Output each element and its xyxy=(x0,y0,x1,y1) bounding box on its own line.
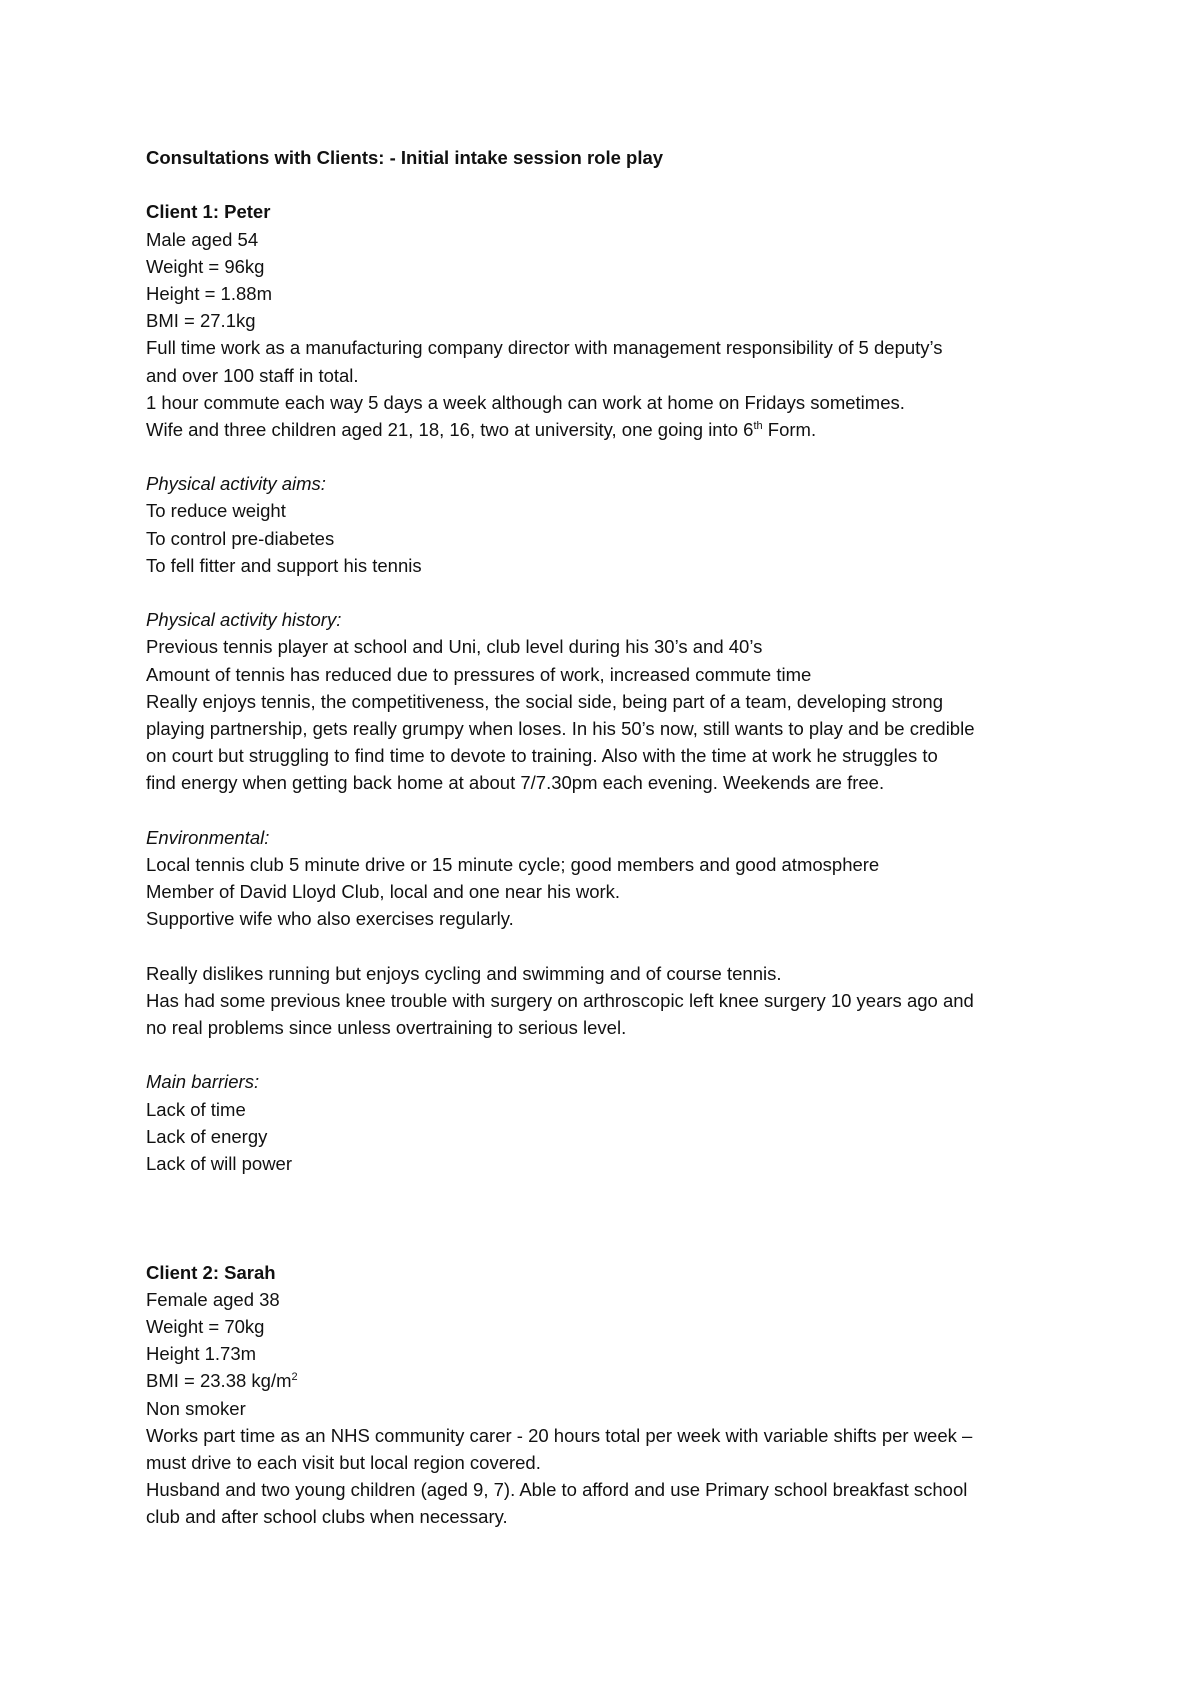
client-2-heading: Client 2: Sarah xyxy=(146,1261,276,1283)
client-1-history-heading: Physical activity history: xyxy=(146,609,342,631)
client-2-age: Female aged 38 xyxy=(146,1288,280,1310)
client-2-smoker: Non smoker xyxy=(146,1397,246,1419)
client-2-bmi-superscript: 2 xyxy=(291,1371,298,1384)
client-1-aim: To control pre-diabetes xyxy=(146,527,335,549)
client-1-environmental-heading: Environmental: xyxy=(146,826,270,848)
client-1-work-line-1: Full time work as a manufacturing company director with management responsibility of 5 deputy’s xyxy=(146,337,943,359)
client-1-barriers-heading: Main barriers: xyxy=(146,1071,260,1093)
client-1-environmental-line: Supportive wife who also exercises regularly. xyxy=(146,908,514,930)
client-2-bmi-text: BMI = 23.38 kg/m xyxy=(146,1370,292,1392)
client-1-age: Male aged 54 xyxy=(146,228,259,250)
client-1-other-line: Has had some previous knee trouble with surgery on arthroscopic left knee surgery 10 years ago and xyxy=(146,989,974,1011)
client-1-height: Height = 1.88m xyxy=(146,282,272,304)
document-page xyxy=(146,144,1106,1531)
client-1-other-line: no real problems since unless overtraining to serious level. xyxy=(146,1017,627,1038)
client-1-weight: Weight = 96kg xyxy=(146,255,265,277)
client-1-other-line: Really dislikes running but enjoys cycling and swimming and of course tennis. xyxy=(146,962,782,984)
client-1-aim: To fell fitter and support his tennis xyxy=(146,554,422,576)
client-1-barrier: Lack of energy xyxy=(146,1125,268,1147)
document-title: Consultations with Clients: - Initial intake session role play xyxy=(146,147,664,168)
client-2-weight: Weight = 70kg xyxy=(146,1316,265,1338)
client-1-barrier: Lack of time xyxy=(146,1098,246,1120)
client-1-family-end: Form. xyxy=(762,418,817,440)
client-1-work-line-2: and over 100 staff in total. xyxy=(146,364,359,386)
client-1-barrier: Lack of will power xyxy=(146,1152,293,1174)
client-1-history-line: playing partnership, gets really grumpy when loses. In his 50’s now, still wants to play and be credible xyxy=(146,717,975,739)
client-1-history-line: Really enjoys tennis, the competitiveness, the social side, being part of a team, developing strong xyxy=(146,690,943,712)
client-1-family-superscript: th xyxy=(753,419,763,432)
client-1-commute: 1 hour commute each way 5 days a week although can work at home on Fridays sometimes. xyxy=(146,391,905,413)
client-1-history-line: Amount of tennis has reduced due to pressures of work, increased commute time xyxy=(146,663,812,685)
client-1-family-text: Wife and three children aged 21, 18, 16, two at university, one going into 6 xyxy=(146,418,754,440)
client-1-aims-heading: Physical activity aims: xyxy=(146,473,326,495)
client-2-bmi xyxy=(146,1367,1106,1394)
client-1-environmental-line: Local tennis club 5 minute drive or 15 minute cycle; good members and good atmosphere xyxy=(146,853,880,875)
client-2-family-line: Husband and two young children (aged 9, 7). Able to afford and use Primary school breakfast school xyxy=(146,1479,968,1501)
client-1-bmi: BMI = 27.1kg xyxy=(146,310,256,332)
client-1-family xyxy=(146,416,1106,443)
client-2-work-line: must drive to each visit but local region covered. xyxy=(146,1452,541,1474)
client-1-aim: To reduce weight xyxy=(146,500,286,522)
client-2-height: Height 1.73m xyxy=(146,1343,257,1365)
client-1-history-line: find energy when getting back home at about 7/7.30pm each evening. Weekends are free. xyxy=(146,772,885,794)
client-2-work-line: Works part time as an NHS community carer - 20 hours total per week with variable shifts per week – xyxy=(146,1424,973,1446)
client-1-heading: Client 1: Peter xyxy=(146,201,271,223)
client-1-environmental-line: Member of David Lloyd Club, local and one near his work. xyxy=(146,881,621,903)
client-1-history-line: Previous tennis player at school and Uni, club level during his 30’s and 40’s xyxy=(146,636,763,658)
client-1-history-line: on court but struggling to find time to devote to training. Also with the time at work he struggles to xyxy=(146,745,938,767)
client-2-family-line: club and after school clubs when necessary. xyxy=(146,1506,508,1528)
